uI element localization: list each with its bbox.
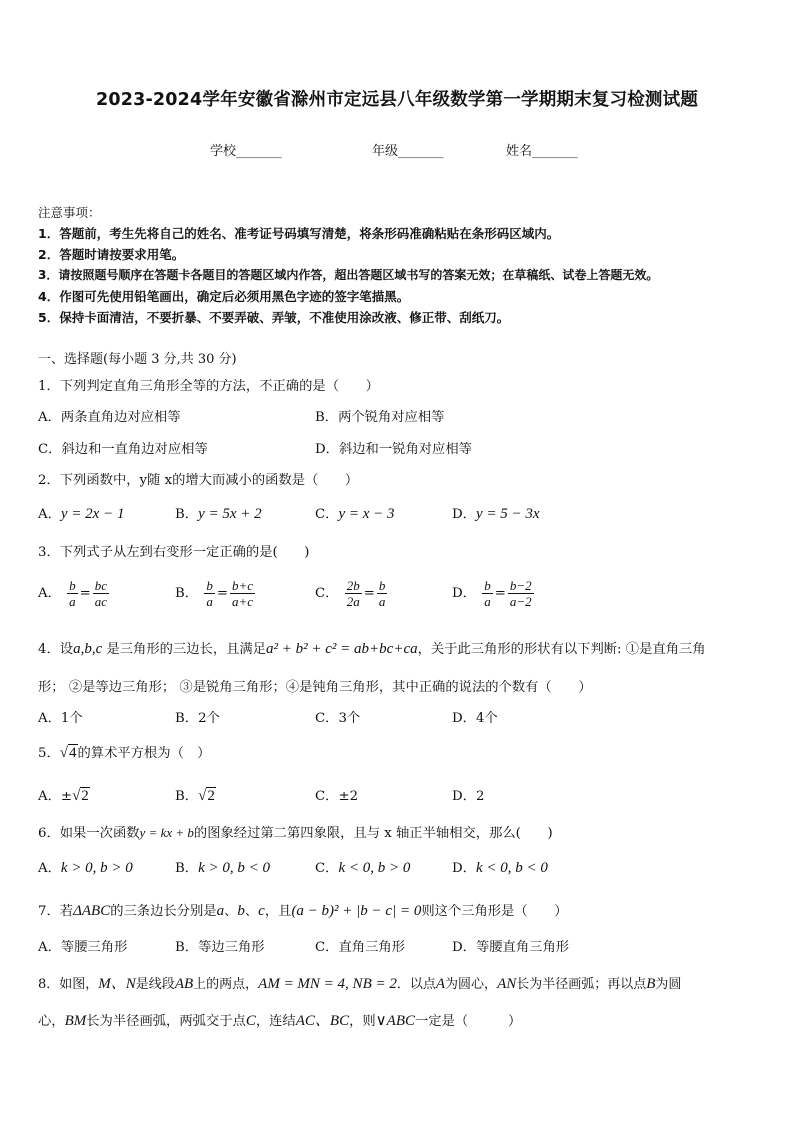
denominator: 2a (346, 594, 360, 609)
radicand: 2 (207, 788, 215, 804)
numerator: b (378, 578, 386, 593)
q3-option-a: A． $\frac{b}{a}$ = $\frac{bc}{ac}$ (38, 578, 108, 609)
q2-option-a (38, 503, 124, 523)
fraction-left (204, 578, 215, 609)
question-1-stem: 1．下列判定直角三角形全等的方法，不正确的是（ ） (38, 379, 379, 394)
question-4-stem (38, 638, 706, 658)
q7-option-b: B．等边三角形 (175, 940, 265, 955)
note-item: 5．保持卡面清洁，不要折暴、不要弄破、弄皱，不准使用涂改液、修正带、刮纸刀。 (38, 310, 510, 325)
q5-option-c: C．±2 (315, 789, 359, 804)
text: 是三角形的三边长，且满足 (102, 642, 267, 657)
denominator: a (378, 594, 386, 609)
math-variable: b (237, 903, 245, 919)
option-label: B． (175, 586, 199, 601)
math-segment: BM (64, 1013, 87, 1029)
option-label: C． (315, 861, 339, 876)
q5-option-b (175, 785, 216, 805)
note-item: 2．答题时请按要求用笔。 (38, 247, 185, 262)
option-label: B． (175, 789, 199, 804)
option-label: A． (38, 586, 61, 601)
question-6-stem (38, 822, 553, 841)
fraction-left (345, 578, 362, 609)
q5-option-a (38, 785, 90, 805)
q6-option-d (452, 857, 548, 877)
text: 为圆 (655, 977, 682, 992)
math-expression: k < 0, b > 0 (338, 860, 411, 876)
q6-option-a (38, 857, 133, 877)
math-segments: AC、BC (295, 1013, 350, 1029)
radicand: 4 (69, 745, 77, 761)
math-points: M、N (98, 976, 136, 992)
option-label: C． (315, 507, 339, 522)
text: 上的两点， (193, 977, 259, 992)
math-expression: y = x − 3 (338, 506, 395, 522)
math-variable: c (258, 903, 265, 919)
text: ，且 (264, 904, 292, 919)
math-segment: AN (497, 976, 517, 992)
question-2-stem: 2．下列函数中，y随 x的增大而减小的函数是（ ） (38, 473, 359, 488)
q7-option-a: A．等腰三角形 (38, 940, 128, 955)
fraction-right (230, 578, 255, 609)
option-label: D． (452, 586, 476, 601)
numerator: b+c (231, 578, 254, 593)
math-point: A (435, 976, 446, 992)
q6-option-b (175, 857, 270, 877)
option-label: A． (38, 507, 61, 522)
math-expression: y = 2x − 1 (60, 506, 125, 522)
math-equation: (a − b)² + |b − c| = 0 (291, 903, 422, 919)
option-label: A． (38, 861, 61, 876)
page-title: 2023-2024学年安徽省滁州市定远县八年级数学第一学期期末复习检测试题 (95, 90, 699, 110)
q1-option-c: C．斜边和一直角边对应相等 (38, 442, 208, 457)
q7-option-c: C．直角三角形 (315, 940, 405, 955)
denominator: a (206, 594, 213, 609)
q2-option-b (175, 503, 262, 523)
note-item: 4．作图可先使用铅笔画出，确定后必须用黑色字迹的签字笔描黑。 (38, 289, 410, 304)
math-equation: AM = MN = 4, NB = 2 (258, 976, 397, 992)
option-label: C． (315, 586, 339, 601)
grade-field: 年级_______ (372, 144, 444, 159)
sqrt-expression: √2 (72, 788, 89, 804)
q4-option-a: A．1个 (38, 711, 83, 726)
text: 7．若 (38, 904, 74, 919)
text: 6．如果一次函数 (38, 826, 140, 841)
note-item: 3．请按照题号顺序在答题卡各题目的答题区域内作答，超出答题区域书写的答案无效；在草稿纸、试卷上答题无效。 (38, 268, 659, 282)
q4-option-c: C．3个 (315, 711, 361, 726)
text: 长为半径画弧；再以点 (516, 977, 647, 992)
math-variables: a,b,c (73, 641, 103, 657)
q3-option-b: B． $\frac{b}{a}$ = $\frac{b+c}{a+c}$ (175, 578, 254, 609)
text: 则这个三角形是（ ） (421, 904, 568, 919)
name-field: 姓名_______ (506, 144, 578, 159)
numerator: 2b (346, 578, 360, 593)
numerator: b (206, 578, 213, 593)
option-label: B． (175, 507, 199, 522)
text: 的算术平方根为（ ） (77, 746, 211, 761)
q1-option-b: B．两个锐角对应相等 (315, 410, 445, 425)
text: ，关于此三角形的形状有以下判断: ①是直角三角 (417, 642, 706, 657)
text: 的图象经过第二第四象限，且与 x 轴正半轴相交，那么( ) (193, 826, 553, 841)
text: 5． (38, 746, 60, 761)
option-label: A． (38, 789, 61, 804)
separator: 、 (244, 904, 259, 919)
math-variable: a (216, 903, 225, 919)
fraction-right (377, 578, 388, 609)
q4-option-d: D．4个 (452, 711, 498, 726)
denominator: a+c (231, 594, 254, 609)
text: ，则 (349, 1014, 376, 1029)
math-angle: ∨ABC (375, 1013, 415, 1029)
fraction-right (508, 578, 534, 609)
math-expression: k < 0, b < 0 (475, 860, 548, 876)
q1-option-d: D．斜边和一锐角对应相等 (315, 442, 472, 457)
math-expression: k > 0, b < 0 (198, 860, 270, 876)
math-expression: y = 5 − 3x (475, 506, 540, 522)
numerator: bc (94, 578, 108, 593)
question-8-stem (38, 972, 681, 993)
text: ．以点 (396, 977, 436, 992)
radicand: 2 (81, 788, 89, 804)
q4-option-b: B．2个 (175, 711, 220, 726)
option-label: D． (452, 507, 476, 522)
text: 为圆心， (445, 977, 498, 992)
q6-option-c (315, 857, 410, 877)
question-7-stem (38, 900, 568, 920)
separator: 、 (224, 904, 238, 919)
q2-option-c (315, 503, 395, 523)
question-5-stem (38, 742, 210, 762)
section-heading: 一、选择题(每小题 3 分,共 30 分) (38, 352, 237, 367)
math-equation: a² + b² + c² = ab+bc+ca (266, 641, 418, 657)
text: 4．设 (38, 642, 74, 657)
note-item: 1．答题前，考生先将自己的姓名、准考证号码填写清楚，将条形码准确粘贴在条形码区域内。 (38, 226, 560, 241)
numerator: b (69, 578, 76, 593)
q3-option-c: C． $\frac{2b}{2a}$ = $\frac{b}{a}$ (315, 578, 386, 609)
denominator: ac (94, 594, 108, 609)
q5-option-d: D．2 (452, 789, 485, 804)
school-field: 学校_______ (210, 144, 282, 159)
denominator: a (484, 594, 491, 609)
numerator: b (484, 578, 491, 593)
q3-option-d: D． $\frac{b}{a}$ = $\frac{b-2}{a-2}$ (452, 578, 532, 609)
text: 心， (38, 1014, 65, 1029)
fraction-left (482, 578, 493, 609)
numerator: b−2 (509, 578, 532, 593)
question-3-stem: 3．下列式子从左到右变形一定正确的是( ) (38, 545, 310, 560)
q2-option-d (452, 503, 540, 523)
text: 8．如图， (38, 977, 99, 992)
math-segment: AB (174, 976, 194, 992)
sqrt-expression: √2 (198, 788, 215, 804)
option-label: D． (452, 861, 476, 876)
text: 是线段 (135, 977, 175, 992)
text: 一定是（ ） (414, 1014, 522, 1029)
text: 的三条边长分别是 (110, 904, 217, 919)
question-8-line2 (38, 1009, 521, 1030)
text: ，连结 (255, 1014, 296, 1029)
denominator: a (69, 594, 76, 609)
question-4-line2: 形； ②是等边三角形； ③是锐角三角形；④是钝角三角形，其中正确的说法的个数有（ ） (38, 680, 592, 695)
fraction-right (93, 578, 109, 609)
math-point: B (646, 976, 656, 992)
option-label: B． (175, 861, 199, 876)
fraction-left (67, 578, 78, 609)
sqrt-expression: √4 (59, 745, 77, 761)
q7-option-d: D．等腰直角三角形 (452, 940, 570, 955)
math-expression: y = 5x + 2 (198, 506, 262, 522)
denominator: a−2 (509, 594, 532, 609)
notes-heading: 注意事项： (38, 205, 101, 220)
math-point: C (245, 1013, 256, 1029)
math-equation: y = kx + b (139, 825, 194, 840)
triangle-symbol: ΔABC (73, 903, 111, 919)
plus-minus: ± (60, 789, 73, 804)
text: 长为半径画弧，两弧交于点 (86, 1014, 246, 1029)
math-expression: k > 0, b > 0 (60, 860, 133, 876)
q1-option-a: A．两条直角边对应相等 (38, 410, 181, 425)
